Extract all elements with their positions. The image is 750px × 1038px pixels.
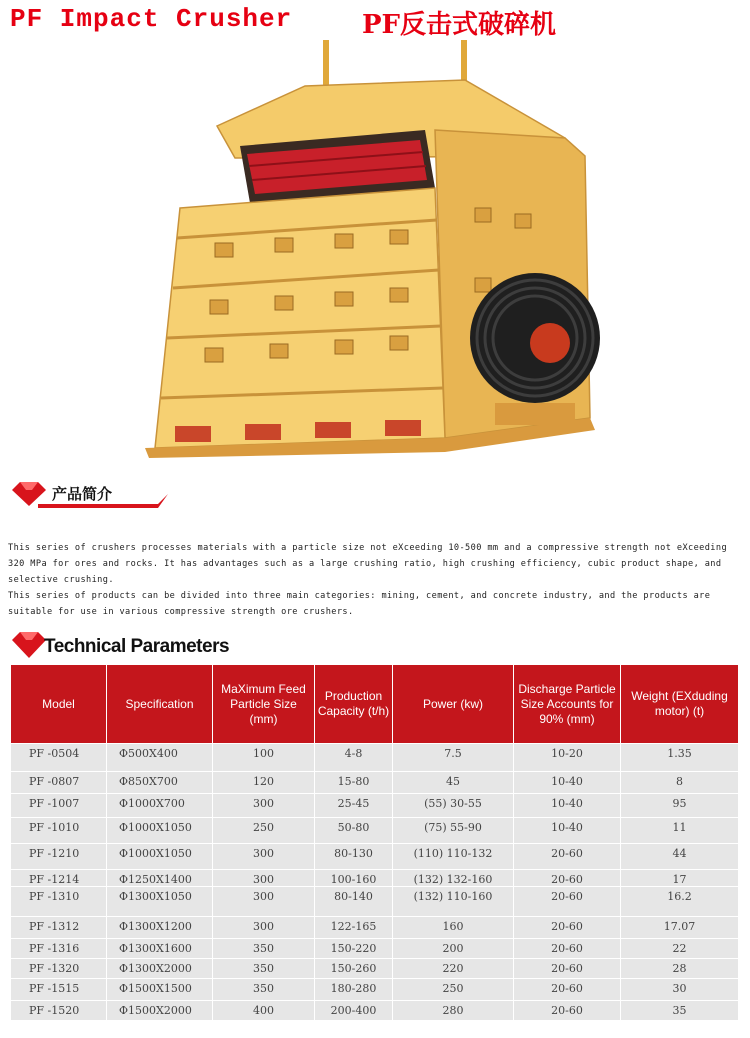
cell-feed: 300 <box>213 917 315 939</box>
cell-spec: Φ1250X1400 <box>107 870 213 887</box>
title-english: PF Impact Crusher <box>10 4 293 34</box>
cell-feed: 300 <box>213 887 315 917</box>
col-header-power: Power (kw) <box>393 665 514 744</box>
cell-capacity: 4-8 <box>315 744 393 772</box>
cell-model: PF -1316 <box>11 939 107 959</box>
cell-feed: 350 <box>213 959 315 979</box>
table-row <box>11 744 739 772</box>
cell-spec: Φ1500X1500 <box>107 979 213 1001</box>
technical-parameters-table <box>10 664 739 1021</box>
cell-capacity: 25-45 <box>315 794 393 818</box>
cell-power: (110) 110-132 <box>393 844 514 870</box>
cell-power: 220 <box>393 959 514 979</box>
motor-mount <box>495 403 575 425</box>
cell-weight: 17.07 <box>621 917 739 939</box>
cell-model: PF -1214 <box>11 870 107 887</box>
cell-model: PF -1515 <box>11 979 107 1001</box>
cell-discharge: 20-60 <box>514 917 621 939</box>
cell-spec: Φ1000X700 <box>107 794 213 818</box>
cell-power: 280 <box>393 1001 514 1021</box>
technical-section-title: Technical Parameters <box>44 636 230 657</box>
table-row <box>11 979 739 1001</box>
cell-power: 250 <box>393 979 514 1001</box>
cell-spec: Φ1000X1050 <box>107 844 213 870</box>
cell-weight: 30 <box>621 979 739 1001</box>
table-row <box>11 959 739 979</box>
cell-discharge: 10-40 <box>514 772 621 794</box>
cell-spec: Φ850X700 <box>107 772 213 794</box>
cell-spec: Φ1500X2000 <box>107 1001 213 1021</box>
col-header-specification: Specification <box>107 665 213 744</box>
cell-weight: 8 <box>621 772 739 794</box>
cell-capacity: 80-140 <box>315 887 393 917</box>
cell-weight: 1.35 <box>621 744 739 772</box>
cell-model: PF -1310 <box>11 887 107 917</box>
cell-capacity: 180-280 <box>315 979 393 1001</box>
cell-power: (132) 110-160 <box>393 887 514 917</box>
col-header-model: Model <box>11 665 107 744</box>
section-heading-intro <box>8 478 178 510</box>
cell-discharge: 20-60 <box>514 887 621 917</box>
title-chinese: PF反击式破碎机 <box>362 10 557 40</box>
crusher-machine-illustration <box>145 38 600 463</box>
table-row <box>11 887 739 917</box>
cell-power: 7.5 <box>393 744 514 772</box>
cell-capacity: 50-80 <box>315 818 393 844</box>
table-row <box>11 917 739 939</box>
cell-weight: 44 <box>621 844 739 870</box>
cell-discharge: 20-60 <box>514 844 621 870</box>
table-row <box>11 844 739 870</box>
cell-weight: 11 <box>621 818 739 844</box>
cell-spec: Φ1300X1600 <box>107 939 213 959</box>
cell-power: 200 <box>393 939 514 959</box>
cell-capacity: 15-80 <box>315 772 393 794</box>
table-row <box>11 1001 739 1021</box>
cell-discharge: 10-20 <box>514 744 621 772</box>
cell-model: PF -1520 <box>11 1001 107 1021</box>
cell-model: PF -1312 <box>11 917 107 939</box>
table-body <box>11 744 739 1021</box>
cell-capacity: 150-260 <box>315 959 393 979</box>
col-header-weight: Weight (EXduding motor) (t) <box>621 665 739 744</box>
cell-power: 45 <box>393 772 514 794</box>
cell-capacity: 150-220 <box>315 939 393 959</box>
cell-feed: 250 <box>213 818 315 844</box>
cell-spec: Φ500X400 <box>107 744 213 772</box>
cell-discharge: 10-40 <box>514 794 621 818</box>
cell-model: PF -1320 <box>11 959 107 979</box>
cell-capacity: 100-160 <box>315 870 393 887</box>
cell-feed: 400 <box>213 1001 315 1021</box>
cell-discharge: 20-60 <box>514 939 621 959</box>
cell-discharge: 20-60 <box>514 1001 621 1021</box>
product-introduction <box>8 540 743 620</box>
cell-spec: Φ1300X1200 <box>107 917 213 939</box>
intro-section-title: 产品简介 <box>52 485 113 503</box>
table-row <box>11 870 739 887</box>
cell-power: (75) 55-90 <box>393 818 514 844</box>
cell-discharge: 10-40 <box>514 818 621 844</box>
cell-spec: Φ1000X1050 <box>107 818 213 844</box>
table-header-row <box>11 665 739 744</box>
cell-feed: 350 <box>213 939 315 959</box>
col-header-discharge-size: Discharge Particle Size Accounts for 90% (mm) <box>514 665 621 744</box>
cell-capacity: 80-130 <box>315 844 393 870</box>
cell-weight: 35 <box>621 1001 739 1021</box>
cell-feed: 120 <box>213 772 315 794</box>
cell-spec: Φ1300X1050 <box>107 887 213 917</box>
cell-model: PF -1210 <box>11 844 107 870</box>
cell-feed: 300 <box>213 844 315 870</box>
cell-capacity: 122-165 <box>315 917 393 939</box>
cell-spec: Φ1300X2000 <box>107 959 213 979</box>
cell-discharge: 20-60 <box>514 979 621 1001</box>
cell-model: PF -0807 <box>11 772 107 794</box>
section-heading-technical <box>8 628 338 662</box>
cell-power: (132) 132-160 <box>393 870 514 887</box>
cell-discharge: 20-60 <box>514 870 621 887</box>
cell-weight: 28 <box>621 959 739 979</box>
intro-paragraph-2: This series of products can be divided into three main categories: mining, cement, and concrete industry, and the products are suitable for use in various compressive strength ore crushers. <box>8 591 711 617</box>
housing-front <box>155 188 445 448</box>
table-row <box>11 939 739 959</box>
col-header-feed-size: MaXimum Feed Particle Size (mm) <box>213 665 315 744</box>
cell-discharge: 20-60 <box>514 959 621 979</box>
cell-weight: 17 <box>621 870 739 887</box>
col-header-capacity: Production Capacity (t/h) <box>315 665 393 744</box>
cell-feed: 100 <box>213 744 315 772</box>
cell-model: PF -0504 <box>11 744 107 772</box>
red-diamond-icon <box>8 628 48 662</box>
table-row <box>11 794 739 818</box>
intro-paragraph-1: This series of crushers processes materials with a particle size not eXceeding 10-500 mm and a compressive strength not eXceeding 320 MPa for ores and rocks. It has advantages such as a large crushing ratio, high crushing efficiency, cubic product shape, and selective crushing. <box>8 543 728 585</box>
cell-power: 160 <box>393 917 514 939</box>
cell-power: (55) 30-55 <box>393 794 514 818</box>
cell-feed: 350 <box>213 979 315 1001</box>
cell-weight: 22 <box>621 939 739 959</box>
flywheel-hub <box>530 323 570 363</box>
cell-model: PF -1007 <box>11 794 107 818</box>
table-row <box>11 818 739 844</box>
cell-model: PF -1010 <box>11 818 107 844</box>
cell-capacity: 200-400 <box>315 1001 393 1021</box>
table-row <box>11 772 739 794</box>
cell-feed: 300 <box>213 870 315 887</box>
cell-weight: 95 <box>621 794 739 818</box>
cell-weight: 16.2 <box>621 887 739 917</box>
cell-feed: 300 <box>213 794 315 818</box>
